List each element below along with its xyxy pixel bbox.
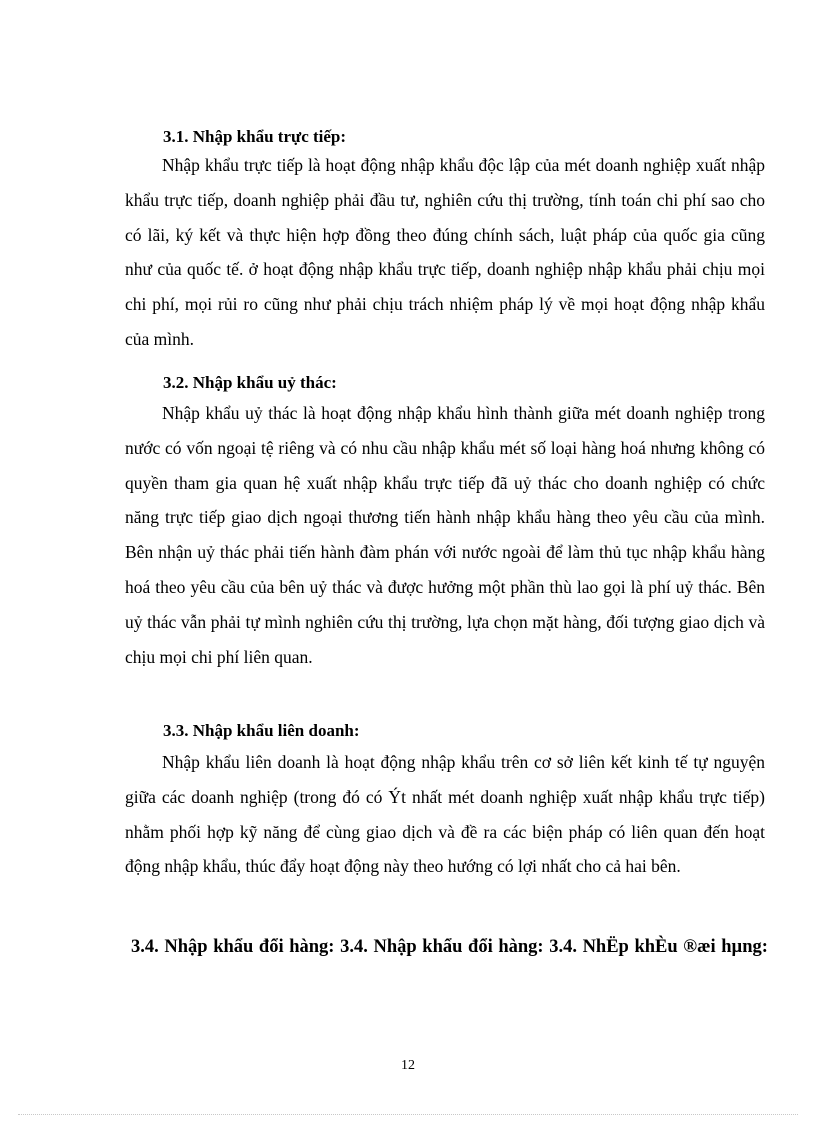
section-3-3-heading: 3.3. Nhập khẩu liên doanh: xyxy=(163,721,360,740)
page-number: 12 xyxy=(401,1058,415,1073)
section-3-3-paragraph: Nhập khẩu liên doanh là hoạt động nhập khẩu trên cơ sở liên kết kinh tế tự nguyện giữa các doanh nghiệp (trong đó có Ýt nhất mét doanh nghiệp xuất nhập khẩu trực tiếp) nhằm phối hợp kỹ năng để cùng giao dịch và đề ra các biện pháp có liên quan đến hoạt động nhập khẩu, thúc đẩy hoạt động này theo hướng có lợi nhất cho cả hai bên. xyxy=(125,752,765,877)
footer-dotted-rule xyxy=(18,1114,798,1115)
section-3-2-heading: 3.2. Nhập khẩu uỷ thác: xyxy=(163,373,337,392)
section-3-4-heading: 3.4. Nhập khẩu đổi hàng: 3.4. Nhập khẩu đổi hàng: 3.4. NhËp khÈu ®æi hµng: xyxy=(131,937,768,957)
section-3-2-paragraph: Nhập khẩu uỷ thác là hoạt động nhập khẩu hình thành giữa mét doanh nghiệp trong nước có vốn ngoại tệ riêng và có nhu cầu nhập khẩu mét số loại hàng hoá nhưng không có quyền tham gia quan hệ xuất nhập khẩu trực tiếp đã uỷ thác cho doanh nghiệp có chức năng trực tiếp giao dịch ngoại thương tiến hành nhập khẩu hàng theo yêu cầu của mình. Bên nhận uỷ thác phải tiến hành đàm phán với nước ngoài để làm thủ tục nhập khẩu hàng hoá theo yêu cầu của bên uỷ thác và được hưởng một phần thù lao gọi là phí uỷ thác. Bên uỷ thác vẫn phải tự mình nghiên cứu thị trường, lựa chọn mặt hàng, đối tượng giao dịch và chịu mọi chi phí liên quan. xyxy=(125,403,765,667)
section-3-1-heading: 3.1. Nhập khẩu trực tiếp: xyxy=(163,127,347,146)
section-3-1-paragraph: Nhập khẩu trực tiếp là hoạt động nhập khẩu độc lập của mét doanh nghiệp xuất nhập khẩu trực tiếp, doanh nghiệp phải đầu tư, nghiên cứu thị trường, tính toán chi phí sao cho có lãi, ký kết và thực hiện hợp đồng theo đúng chính sách, luật pháp của quốc gia cũng như của quốc tế. ở hoạt động nhập khẩu trực tiếp, doanh nghiệp nhập khẩu phải chịu mọi chi phí, mọi rủi ro cũng như phải chịu trách nhiệm pháp lý về mọi hoạt động nhập khẩu của mình. xyxy=(125,155,765,349)
